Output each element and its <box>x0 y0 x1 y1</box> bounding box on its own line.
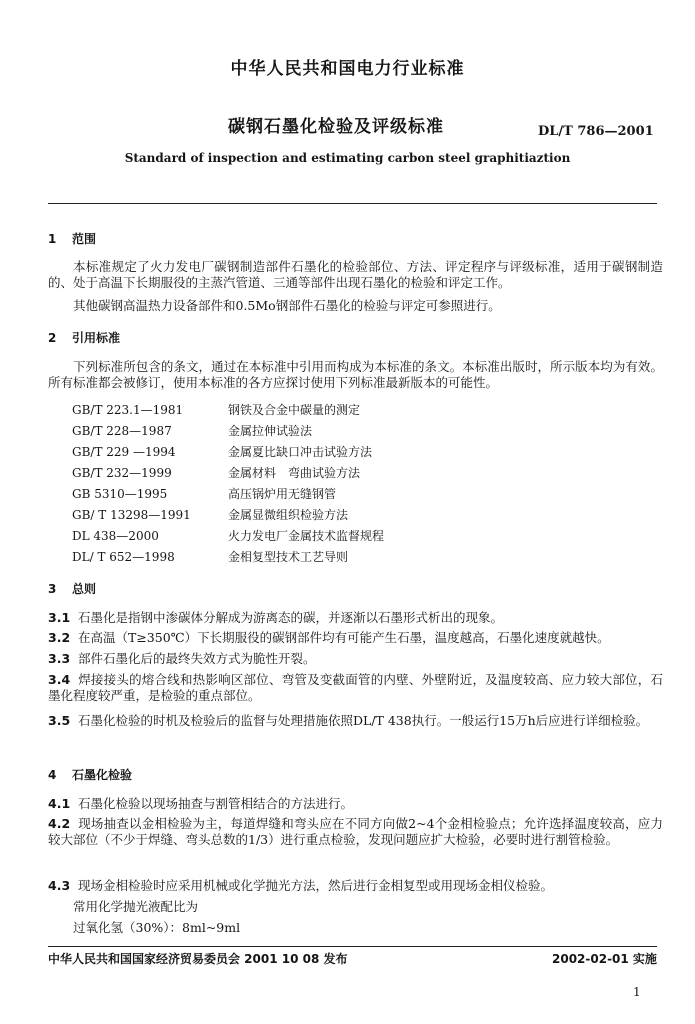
reference-code: DL/ T 652—1998 <box>72 550 175 564</box>
reference-code: GB/ T 13298—1991 <box>72 508 191 522</box>
clause-text: 焊接接头的熔合线和热影响区部位、弯管及变截面管的内壁、外壁附近，及温度较高、应力较大部位，石墨化程度较严重，是检验的重点部位。 <box>48 672 663 704</box>
section-2-paragraph: 下列标准所包含的条文，通过在本标准中引用而构成为本标准的条文。本标准出版时，所示版本均为有效。所有标准都会被修订，使用本标准的各方应探讨使用下列标准最新版本的可能性。 <box>48 359 663 391</box>
clause-number: 3.2 <box>48 630 71 645</box>
clause-number: 4.1 <box>48 796 71 811</box>
reference-title: 钢铁及合金中碳量的测定 <box>228 403 361 417</box>
clause-number: 4.2 <box>48 816 71 831</box>
reference-title: 金属材料 弯曲试验方法 <box>228 466 361 480</box>
page-number: 1 <box>633 985 641 999</box>
section-3-title: 总则 <box>72 582 97 596</box>
clause <box>48 796 663 812</box>
clause-text: 在高温（T≥350℃）下长期服役的碳钢部件均有可能产生石墨，温度越高，石墨化速度就越快。 <box>78 630 610 645</box>
section-3-number: 3 <box>48 582 57 596</box>
clause <box>48 816 663 849</box>
polishing-formula: 过氧化氢（30%）：8ml~9ml <box>73 920 241 935</box>
header-divider <box>48 203 657 204</box>
reference-title: 高压锅炉用无缝钢管 <box>228 487 337 501</box>
clause-number: 4.3 <box>48 878 71 893</box>
clause-text: 石墨化检验的时机及检验后的监督与处理措施依照DL/T 438执行。一般运行15万h后应进行详细检验。 <box>78 713 649 728</box>
reference-code: GB/T 232—1999 <box>72 466 172 480</box>
clause-text: 石墨化检验以现场抽查与割管相结合的方法进行。 <box>78 796 354 811</box>
reference-code: DL 438—2000 <box>72 529 159 543</box>
section-4-title: 石墨化检验 <box>72 768 133 782</box>
section-2-title: 引用标准 <box>72 331 121 345</box>
reference-code: GB 5310—1995 <box>72 487 168 501</box>
reference-title: 金相复型技术工艺导则 <box>228 550 349 564</box>
reference-title: 金属拉伸试验法 <box>228 424 313 438</box>
polishing-note: 常用化学抛光液配比为 <box>73 899 199 914</box>
clause-number: 3.5 <box>48 713 71 728</box>
clause <box>48 878 663 894</box>
document-title-english: Standard of inspection and estimating carbon steel graphitiaztion <box>124 151 571 165</box>
issuer-statement: 中华人民共和国国家经济贸易委员会 2001 10 08 发布 <box>48 952 348 966</box>
clause-number: 3.1 <box>48 610 71 625</box>
clause <box>48 651 663 667</box>
reference-title: 火力发电厂金属技术监督规程 <box>228 529 385 543</box>
clause-text: 现场抽查以金相检验为主，每道焊缝和弯头应在不同方向做2~4个金相检验点；允许选择温度较高，应力较大部位（不少于焊缝、弯头总数的1/3）进行重点检验，发现问题应扩大检验，必要时进行割管检验。 <box>48 816 663 848</box>
implementation-date: 2002-02-01 实施 <box>552 952 657 966</box>
section-1-number: 1 <box>48 232 57 246</box>
reference-title: 金属夏比缺口冲击试验方法 <box>228 445 373 459</box>
clause-text: 部件石墨化后的最终失效方式为脆性开裂。 <box>78 651 316 666</box>
section-1-paragraph: 其他碳钢高温热力设备部件和0.5Mo钢部件石墨化的检验与评定可参照进行。 <box>73 298 501 313</box>
clause-number: 3.4 <box>48 672 71 687</box>
clause-text: 现场金相检验时应采用机械或化学抛光方法，然后进行金相复型或用现场金相仪检验。 <box>78 878 554 893</box>
document-title: 碳钢石墨化检验及评级标准 <box>228 117 444 137</box>
reference-code: GB/T 223.1—1981 <box>72 403 184 417</box>
footer-divider <box>48 946 657 947</box>
clause-text: 石墨化是指钢中渗碳体分解成为游离态的碳，并逐渐以石墨形式析出的现象。 <box>78 610 504 625</box>
section-3-heading <box>48 582 96 598</box>
clause <box>48 610 663 626</box>
section-2-heading <box>48 331 120 347</box>
section-4-number: 4 <box>48 768 57 782</box>
clause <box>48 630 663 646</box>
section-1-title: 范围 <box>72 232 97 246</box>
clause <box>48 713 663 729</box>
reference-code: GB/T 229 —1994 <box>72 445 176 459</box>
reference-title: 金属显微组织检验方法 <box>228 508 349 522</box>
section-1-paragraph: 本标准规定了火力发电厂碳钢制造部件石墨化的检验部位、方法、评定程序与评级标准，适用于碳钢制造的、处于高温下长期服役的主蒸汽管道、三通等部件出现石墨化的检验和评定工作。 <box>48 259 663 291</box>
standard-code: DL/T 786—2001 <box>538 124 654 139</box>
clause-number: 3.3 <box>48 651 71 666</box>
clause <box>48 672 663 705</box>
standard-category: 中华人民共和国电力行业标准 <box>230 59 465 79</box>
section-1-heading <box>48 232 96 248</box>
section-4-heading <box>48 768 132 784</box>
section-2-number: 2 <box>48 331 57 345</box>
reference-code: GB/T 228—1987 <box>72 424 172 438</box>
